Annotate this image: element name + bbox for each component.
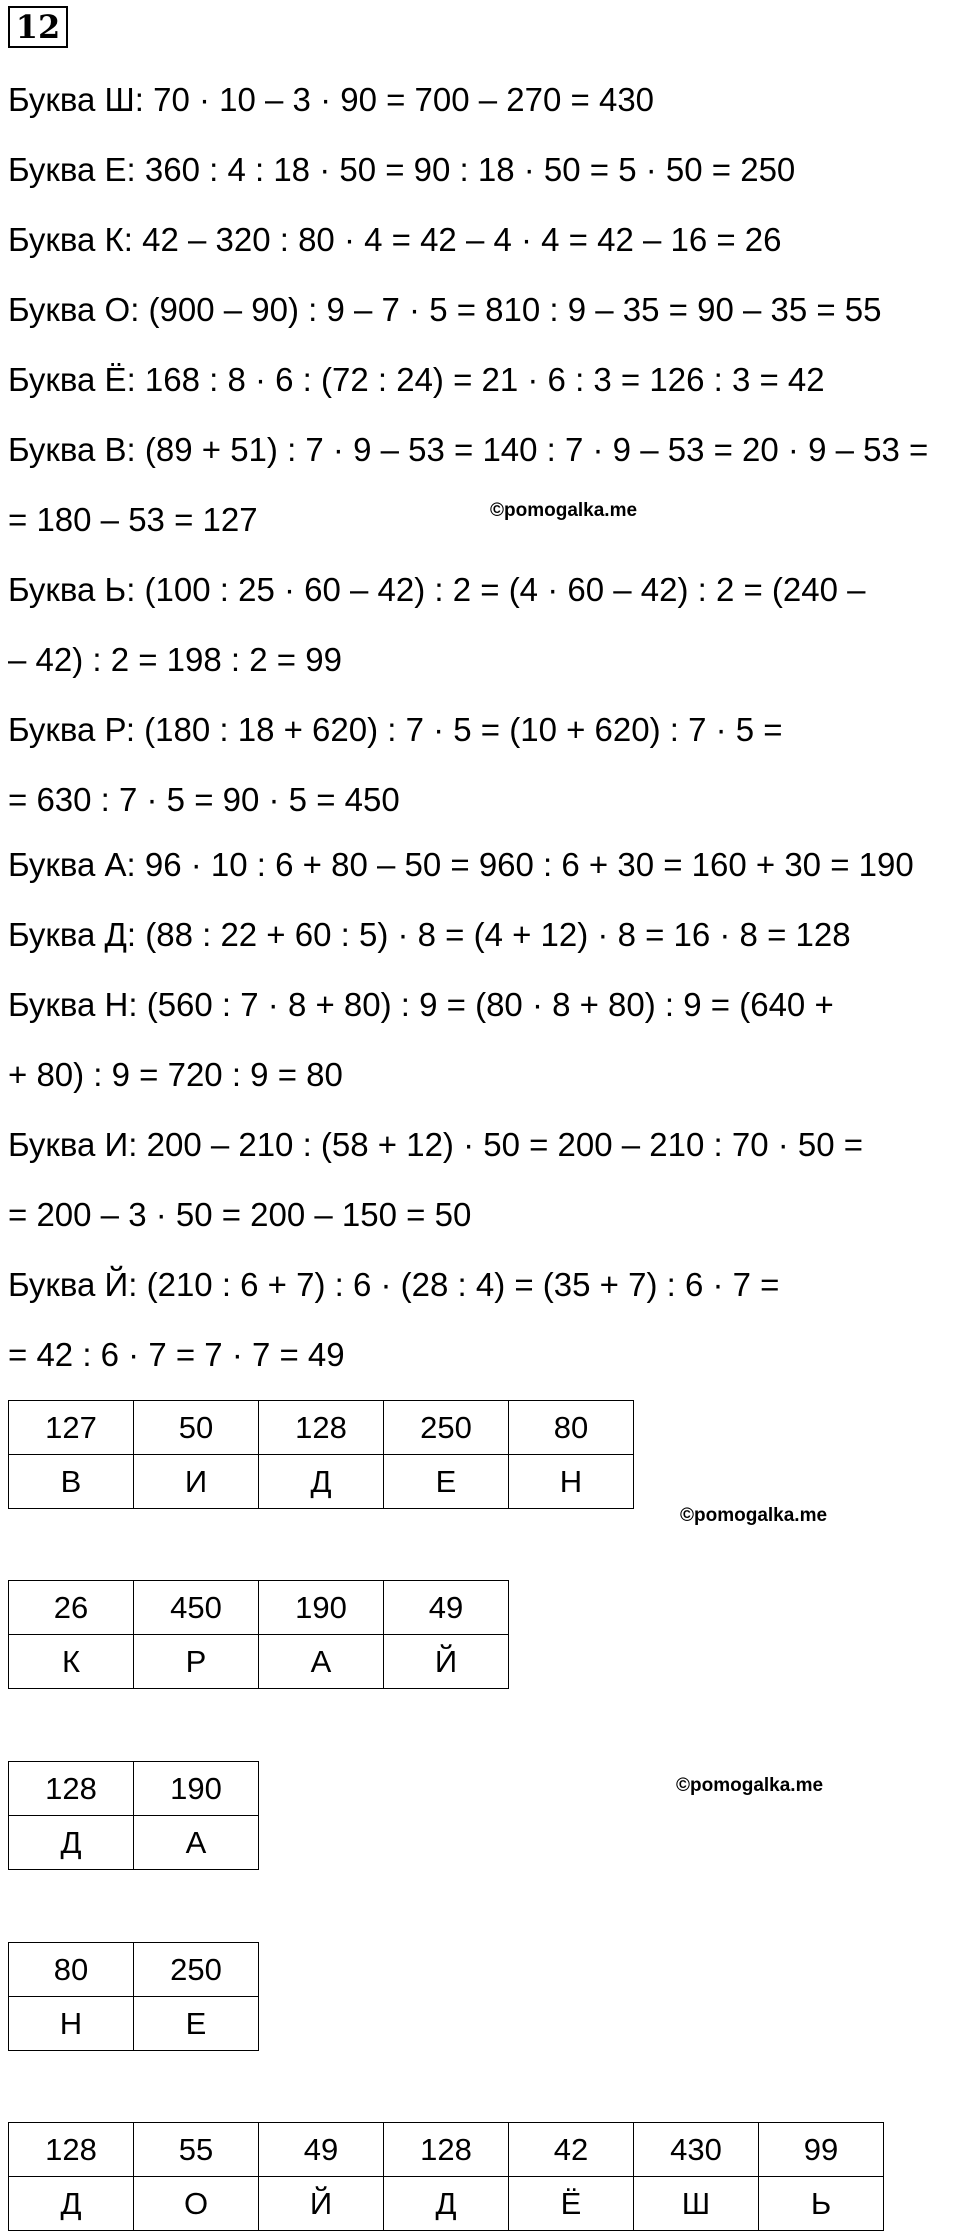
solution-line: Буква Ш: 70 · 10 – 3 · 90 = 700 – 270 = 430	[8, 81, 655, 118]
solution-line: = 200 – 3 · 50 = 200 – 150 = 50	[8, 1196, 472, 1233]
number-cell: 55	[134, 2123, 259, 2177]
letter-cell: А	[259, 1635, 384, 1689]
letters-row	[9, 1816, 259, 1870]
solution-line: Буква О: (900 – 90) : 9 – 7 · 5 = 810 : 9 – 35 = 90 – 35 = 55	[8, 291, 882, 328]
letter-cell: Д	[259, 1455, 384, 1509]
number-cell: 50	[134, 1401, 259, 1455]
number-cell: 42	[509, 2123, 634, 2177]
letter-cell: Д	[9, 1816, 134, 1870]
solution-line: Буква А: 96 · 10 : 6 + 80 – 50 = 960 : 6 + 30 = 160 + 30 = 190	[8, 846, 914, 883]
solution-line: Буква Й: (210 : 6 + 7) : 6 · (28 : 4) = (35 + 7) : 6 · 7 =	[8, 1266, 780, 1303]
number-cell: 26	[9, 1581, 134, 1635]
number-cell: 190	[259, 1581, 384, 1635]
letter-cell: Е	[134, 1997, 259, 2051]
number-cell: 80	[509, 1401, 634, 1455]
task-number: 12	[8, 6, 68, 48]
solution-line: = 630 : 7 · 5 = 90 · 5 = 450	[8, 781, 400, 818]
letter-cell: Й	[259, 2177, 384, 2231]
solution-line: Буква К: 42 – 320 : 80 · 4 = 42 – 4 · 4 = 42 – 16 = 26	[8, 221, 782, 258]
letter-cell: Е	[384, 1455, 509, 1509]
letter-cell: О	[134, 2177, 259, 2231]
numbers-row	[9, 1581, 509, 1635]
numbers-row	[9, 2123, 884, 2177]
solution-line: Буква Ь: (100 : 25 · 60 – 42) : 2 = (4 · 60 – 42) : 2 = (240 –	[8, 571, 866, 608]
solution-line: = 42 : 6 · 7 = 7 · 7 = 49	[8, 1336, 345, 1373]
number-cell: 80	[9, 1943, 134, 1997]
letter-cell: И	[134, 1455, 259, 1509]
solution-line: + 80) : 9 = 720 : 9 = 80	[8, 1056, 343, 1093]
answer-table-5	[8, 2122, 884, 2231]
numbers-row	[9, 1762, 259, 1816]
solution-line: Буква В: (89 + 51) : 7 · 9 – 53 = 140 : 7 · 9 – 53 = 20 · 9 – 53 =	[8, 431, 929, 468]
letters-row	[9, 1635, 509, 1689]
number-cell: 128	[384, 2123, 509, 2177]
letters-row	[9, 1455, 634, 1509]
letter-cell: Ш	[634, 2177, 759, 2231]
answer-table-3	[8, 1761, 259, 1870]
letter-cell: Й	[384, 1635, 509, 1689]
watermark: ©pomogalka.me	[680, 1505, 828, 1526]
letter-cell: Д	[384, 2177, 509, 2231]
letters-row	[9, 1997, 259, 2051]
number-cell: 450	[134, 1581, 259, 1635]
number-cell: 250	[134, 1943, 259, 1997]
number-cell: 190	[134, 1762, 259, 1816]
letter-cell: К	[9, 1635, 134, 1689]
solution-line: Буква Е: 360 : 4 : 18 · 50 = 90 : 18 · 50 = 5 · 50 = 250	[8, 151, 796, 188]
letter-cell: Ь	[759, 2177, 884, 2231]
answer-table-1	[8, 1400, 634, 1509]
watermark: ©pomogalka.me	[676, 1775, 824, 1796]
answer-table-2	[8, 1580, 509, 1689]
letter-cell: А	[134, 1816, 259, 1870]
number-cell: 99	[759, 2123, 884, 2177]
numbers-row	[9, 1401, 634, 1455]
number-cell: 430	[634, 2123, 759, 2177]
watermark: ©pomogalka.me	[490, 500, 638, 521]
number-cell: 49	[384, 1581, 509, 1635]
solution-line: Буква Н: (560 : 7 · 8 + 80) : 9 = (80 · 8 + 80) : 9 = (640 +	[8, 986, 834, 1023]
solution-line: Буква Д: (88 : 22 + 60 : 5) · 8 = (4 + 12) · 8 = 16 · 8 = 128	[8, 916, 851, 953]
solution-line: Буква Ё: 168 : 8 · 6 : (72 : 24) = 21 · 6 : 3 = 126 : 3 = 42	[8, 361, 825, 398]
number-cell: 127	[9, 1401, 134, 1455]
answer-table-4	[8, 1942, 259, 2051]
number-cell: 128	[9, 2123, 134, 2177]
letters-row	[9, 2177, 884, 2231]
number-cell: 128	[259, 1401, 384, 1455]
solution-line: = 180 – 53 = 127	[8, 501, 258, 538]
number-cell: 250	[384, 1401, 509, 1455]
solution-line: Буква И: 200 – 210 : (58 + 12) · 50 = 200 – 210 : 70 · 50 =	[8, 1126, 864, 1163]
number-cell: 49	[259, 2123, 384, 2177]
letter-cell: Н	[9, 1997, 134, 2051]
letter-cell: Н	[509, 1455, 634, 1509]
letter-cell: Р	[134, 1635, 259, 1689]
letter-cell: В	[9, 1455, 134, 1509]
solution-line: – 42) : 2 = 198 : 2 = 99	[8, 641, 342, 678]
numbers-row	[9, 1943, 259, 1997]
letter-cell: Д	[9, 2177, 134, 2231]
number-cell: 128	[9, 1762, 134, 1816]
solution-line: Буква Р: (180 : 18 + 620) : 7 · 5 = (10 + 620) : 7 · 5 =	[8, 711, 783, 748]
letter-cell: Ё	[509, 2177, 634, 2231]
